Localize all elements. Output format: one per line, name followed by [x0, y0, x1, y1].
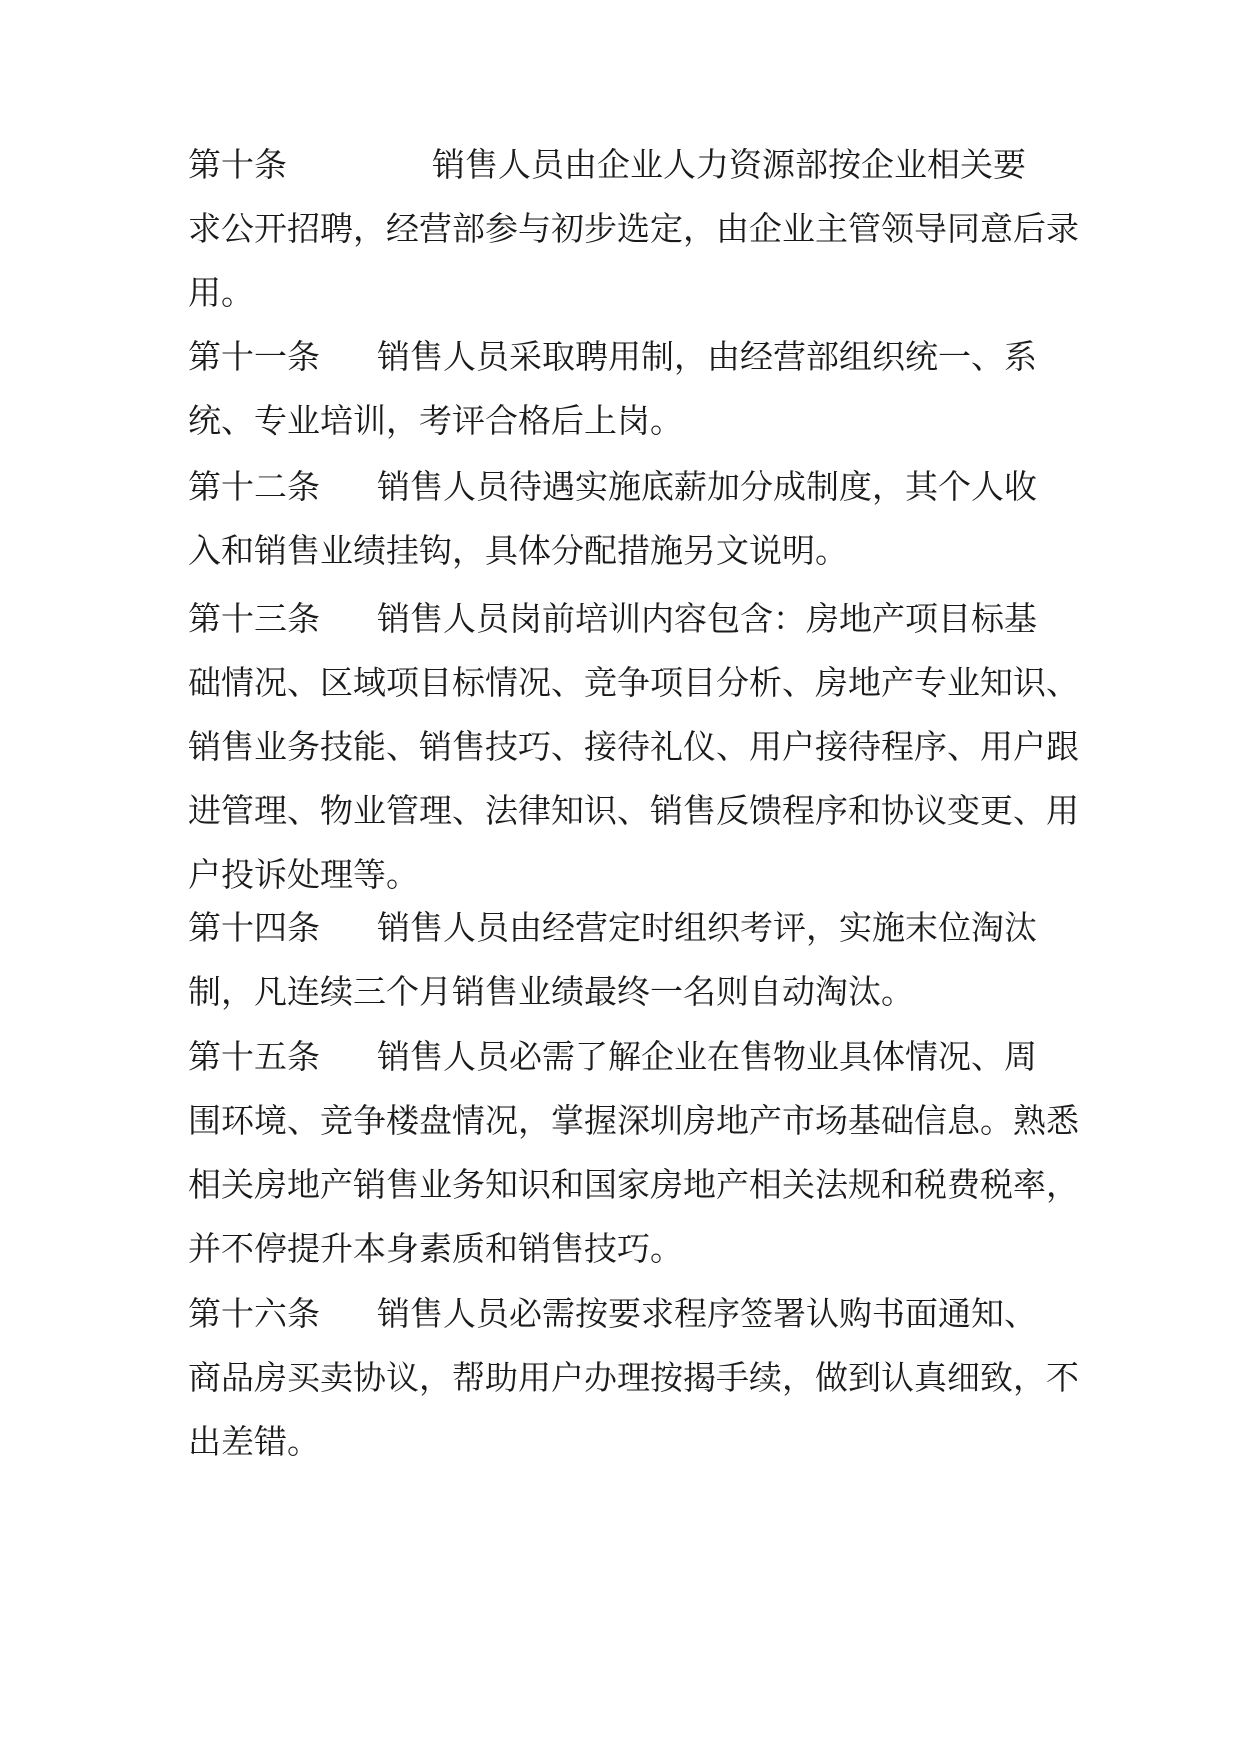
- article-text-line: 销售人员岗前培训内容包含：房地产项目标基: [377, 599, 1037, 638]
- article-first-line: [188, 133, 1088, 197]
- article-text-line: 销售人员由经营定时组织考评，实施末位淘汰: [377, 908, 1037, 947]
- article-text-line: 销售人员必需按要求程序签署认购书面通知、: [377, 1294, 1037, 1333]
- article-15: [188, 1025, 1088, 1281]
- article-label: 第十条: [188, 145, 287, 184]
- article-13: [188, 587, 1088, 907]
- article-first-line: [188, 896, 1088, 960]
- article-first-line: [188, 587, 1088, 651]
- article-text-line: 并不停提升本身素质和销售技巧。: [188, 1229, 683, 1268]
- article-label: 第十六条: [188, 1294, 320, 1333]
- article-text-line: 入和销售业绩挂钩，具体分配措施另文说明。: [188, 531, 848, 570]
- article-label: 第十四条: [188, 908, 320, 947]
- article-text-line: 相关房地产销售业务知识和国家房地产相关法规和税费税率，: [188, 1165, 1079, 1204]
- article-first-line: [188, 325, 1088, 389]
- article-label: 第十五条: [188, 1037, 320, 1076]
- article-text-line: 进管理、物业管理、法律知识、销售反馈程序和协议变更、用: [188, 791, 1079, 830]
- article-text-line: 户投诉处理等。: [188, 855, 419, 894]
- article-first-line: [188, 1025, 1088, 1089]
- article-text-line: 用。: [188, 273, 254, 312]
- article-14: [188, 896, 1088, 1024]
- article-12: [188, 455, 1088, 583]
- article-text-line: 销售人员采取聘用制，由经营部组织统一、系: [377, 337, 1037, 376]
- article-label: 第十一条: [188, 337, 320, 376]
- article-text-line: 围环境、竞争楼盘情况，掌握深圳房地产市场基础信息。熟悉: [188, 1101, 1079, 1140]
- article-text-line: 出差错。: [188, 1422, 320, 1461]
- article-label: 第十二条: [188, 467, 320, 506]
- article-16: [188, 1282, 1088, 1474]
- article-text-line: 制，凡连续三个月销售业绩最终一名则自动淘汰。: [188, 972, 914, 1011]
- article-text-line: 销售业务技能、销售技巧、接待礼仪、用户接待程序、用户跟: [188, 727, 1079, 766]
- article-first-line: [188, 455, 1088, 519]
- article-text-line: 销售人员必需了解企业在售物业具体情况、周: [377, 1037, 1037, 1076]
- article-11: [188, 325, 1088, 453]
- article-text-line: 求公开招聘，经营部参与初步选定，由企业主管领导同意后录: [188, 209, 1079, 248]
- article-first-line: [188, 1282, 1088, 1346]
- article-text-line: 销售人员由企业人力资源部按企业相关要: [432, 145, 1026, 184]
- article-label: 第十三条: [188, 599, 320, 638]
- article-text-line: 础情况、区域项目标情况、竞争项目分析、房地产专业知识、: [188, 663, 1079, 702]
- article-text-line: 商品房买卖协议，帮助用户办理按揭手续，做到认真细致，不: [188, 1358, 1079, 1397]
- article-text-line: 统、专业培训，考评合格后上岗。: [188, 401, 683, 440]
- article-10: [188, 133, 1088, 325]
- article-text-line: 销售人员待遇实施底薪加分成制度，其个人收: [377, 467, 1037, 506]
